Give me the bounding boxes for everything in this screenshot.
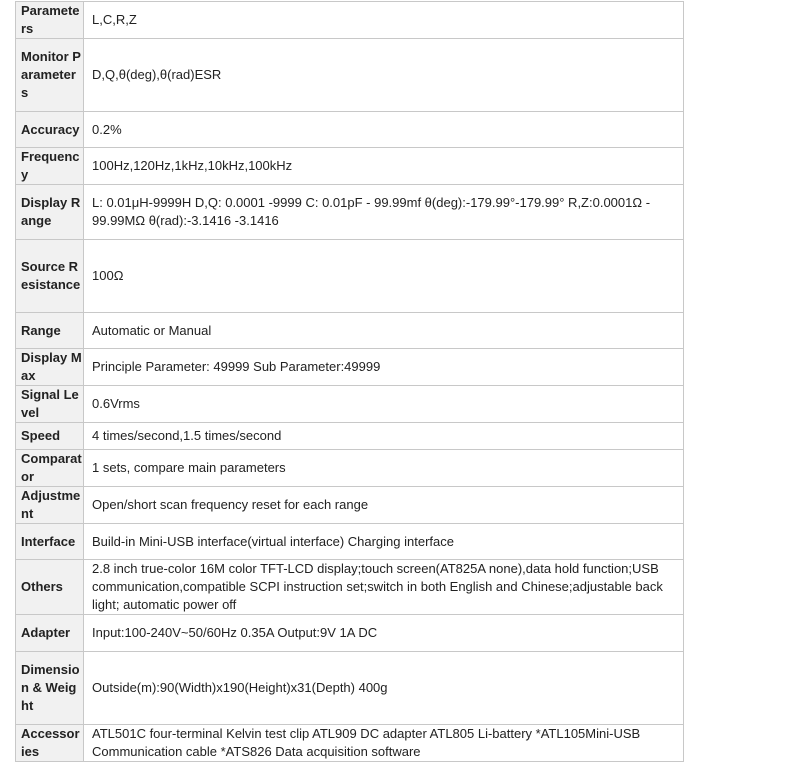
spec-value: ATL501C four-terminal Kelvin test clip ATL909 DC adapter ATL805 Li-battery *ATL105Mini-USB Communication cable *ATS826 Data acquisition software <box>84 725 684 762</box>
spec-value: 0.2% <box>84 112 684 148</box>
spec-row <box>16 423 684 450</box>
spec-table-body <box>16 2 684 762</box>
spec-label: Frequency <box>16 148 84 185</box>
spec-label: Monitor Parameters <box>16 39 84 112</box>
spec-label: Display Max <box>16 349 84 386</box>
spec-value: Outside(m):90(Width)x190(Height)x31(Depth) 400g <box>84 652 684 725</box>
spec-label: Adjustment <box>16 487 84 524</box>
spec-row <box>16 725 684 762</box>
spec-label: Accuracy <box>16 112 84 148</box>
spec-label: Signal Level <box>16 386 84 423</box>
spec-value: Input:100-240V~50/60Hz 0.35A Output:9V 1A DC <box>84 615 684 652</box>
spec-value: 100Hz,120Hz,1kHz,10kHz,100kHz <box>84 148 684 185</box>
spec-value: 2.8 inch true-color 16M color TFT-LCD display;touch screen(AT825A none),data hold function;USB communication,compatible SCPI instruction set;switch in both English and Chinese;adjustable back light; automatic power off <box>84 560 684 615</box>
spec-row <box>16 185 684 240</box>
spec-value: Automatic or Manual <box>84 313 684 349</box>
spec-value: 100Ω <box>84 240 684 313</box>
spec-value: Build-in Mini-USB interface(virtual interface) Charging interface <box>84 524 684 560</box>
spec-label: Source Resistance <box>16 240 84 313</box>
spec-label: Parameters <box>16 2 84 39</box>
spec-row <box>16 2 684 39</box>
spec-label: Interface <box>16 524 84 560</box>
spec-row <box>16 112 684 148</box>
spec-label: Adapter <box>16 615 84 652</box>
spec-value: Open/short scan frequency reset for each range <box>84 487 684 524</box>
spec-label: Range <box>16 313 84 349</box>
spec-row <box>16 487 684 524</box>
spec-value: L,C,R,Z <box>84 2 684 39</box>
spec-row <box>16 240 684 313</box>
spec-row <box>16 313 684 349</box>
spec-row <box>16 349 684 386</box>
spec-label: Accessories <box>16 725 84 762</box>
spec-row <box>16 386 684 423</box>
spec-value: D,Q,θ(deg),θ(rad)ESR <box>84 39 684 112</box>
spec-label: Speed <box>16 423 84 450</box>
spec-value: 1 sets, compare main parameters <box>84 450 684 487</box>
spec-value: L: 0.01μH-9999H D,Q: 0.0001 -9999 C: 0.01pF - 99.99mf θ(deg):-179.99°-179.99° R,Z:0.0001Ω - 99.99MΩ θ(rad):-3.1416 -3.1416 <box>84 185 684 240</box>
spec-row <box>16 652 684 725</box>
spec-label: Dimension & Weight <box>16 652 84 725</box>
spec-row <box>16 148 684 185</box>
spec-label: Others <box>16 560 84 615</box>
spec-row <box>16 560 684 615</box>
spec-row <box>16 450 684 487</box>
spec-row <box>16 39 684 112</box>
spec-value: 4 times/second,1.5 times/second <box>84 423 684 450</box>
spec-label: Comparator <box>16 450 84 487</box>
spec-label: Display Range <box>16 185 84 240</box>
spec-table <box>15 1 684 762</box>
spec-value: Principle Parameter: 49999 Sub Parameter:49999 <box>84 349 684 386</box>
spec-row <box>16 524 684 560</box>
spec-row <box>16 615 684 652</box>
spec-value: 0.6Vrms <box>84 386 684 423</box>
